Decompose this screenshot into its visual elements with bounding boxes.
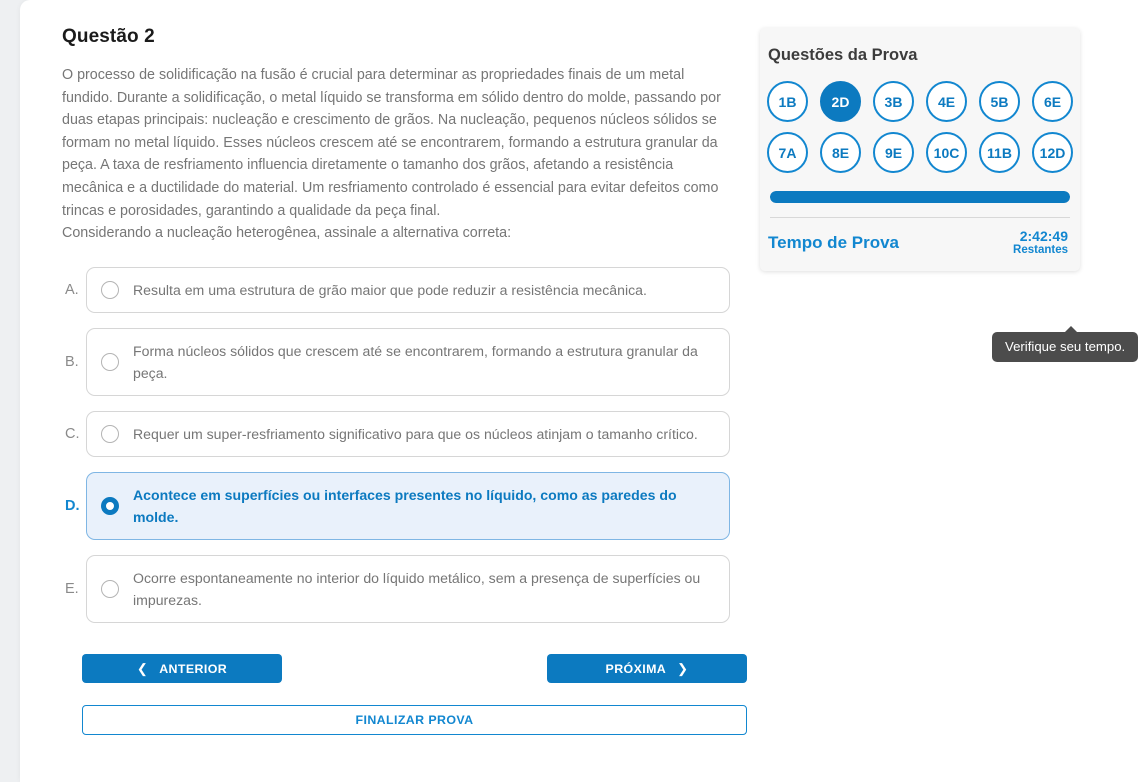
option-row-c[interactable] (62, 411, 730, 457)
question-bubble-12[interactable]: 12D (1032, 132, 1073, 173)
option-letter-e: E. (65, 580, 79, 597)
option-row-b[interactable] (62, 328, 730, 396)
navigation-row (82, 654, 747, 683)
question-bubble-8[interactable]: 8E (820, 132, 861, 173)
page-title: Questão 2 (62, 26, 155, 47)
option-box-b[interactable] (86, 328, 730, 396)
exam-time-row (760, 218, 1080, 263)
radio-icon-d-selected[interactable] (101, 497, 119, 515)
question-statement-p1: O processo de solidificação na fusão é crucial para determinar as propriedades finais de um metal fundido. Durante a solidificação, o metal líquido se transforma em sólido dentro do molde, passando por duas etapas principais: nucleação e crescimento de grãos. Na nucleação, pequenos núcleos sólidos se formam no metal líquido. Esses núcleos crescem até se encontrarem, formando a estrutura granular da peça. A taxa de resfriamento influencia diretamente o tamanho dos grãos, afetando a resistência mecânica e a ductilidade do material. Um resfriamento controlado é essencial para evitar defeitos como trincas e porosidades, garantindo a qualidade da peça final. (62, 67, 721, 219)
exam-progress-bar (770, 191, 1070, 203)
radio-icon-c[interactable] (101, 425, 119, 443)
radio-icon-a[interactable] (101, 281, 119, 299)
question-bubble-7[interactable]: 7A (767, 132, 808, 173)
option-box-c[interactable] (86, 411, 730, 457)
option-box-a[interactable] (86, 267, 730, 313)
question-bubble-3[interactable]: 3B (873, 81, 914, 122)
option-text-e: Ocorre espontaneamente no interior do líquido metálico, sem a presença de superfícies ou impurezas. (133, 569, 701, 608)
option-row-d[interactable] (62, 472, 730, 540)
option-text-b: Forma núcleos sólidos que crescem até se encontrarem, formando a estrutura granular da peça. (133, 342, 698, 381)
finish-exam-button[interactable]: FINALIZAR PROVA (82, 705, 747, 735)
exam-time-label: Tempo de Prova (768, 232, 899, 252)
option-box-e[interactable] (86, 555, 730, 623)
question-column (62, 26, 730, 638)
tooltip-arrow-icon (1064, 326, 1078, 333)
question-statement-p2: Considerando a nucleação heterogênea, assinale a alternativa correta: (62, 225, 512, 242)
exam-questions-panel (760, 28, 1080, 271)
radio-icon-e[interactable] (101, 580, 119, 598)
question-bubble-4[interactable]: 4E (926, 81, 967, 122)
question-statement (62, 64, 724, 245)
exam-card (20, 0, 1142, 782)
question-bubble-10[interactable]: 10C (926, 132, 967, 173)
previous-button[interactable] (82, 654, 282, 683)
question-bubbles-grid (760, 65, 1080, 173)
next-button-label: PRÓXIMA (605, 661, 667, 676)
time-tooltip (992, 332, 1138, 362)
option-letter-a: A. (65, 281, 79, 298)
exam-progress-fill (770, 191, 1070, 203)
question-bubble-1[interactable]: 1B (767, 81, 808, 122)
option-letter-d: D. (65, 497, 80, 514)
option-text-c: Requer um super-resfriamento significativo para que os núcleos atinjam o tamanho crítico. (133, 425, 698, 442)
option-text-d: Acontece em superfícies ou interfaces presentes no líquido, como as paredes do molde. (133, 486, 677, 525)
radio-icon-b[interactable] (101, 353, 119, 371)
options-list (62, 267, 730, 623)
option-box-d[interactable] (86, 472, 730, 540)
time-remaining-label: Restantes (1013, 244, 1068, 257)
chevron-right-icon: ❯ (677, 661, 689, 676)
option-row-a[interactable] (62, 267, 730, 313)
time-remaining-value: 2:42:49 (1019, 228, 1068, 244)
question-bubble-9[interactable]: 9E (873, 132, 914, 173)
question-bubble-2-current[interactable]: 2D (820, 81, 861, 122)
option-letter-c: C. (65, 425, 80, 442)
previous-button-label: ANTERIOR (159, 661, 228, 676)
option-row-e[interactable] (62, 555, 730, 623)
next-button[interactable] (547, 654, 747, 683)
option-text-a: Resulta em uma estrutura de grão maior que pode reduzir a resistência mecânica. (133, 281, 647, 298)
exam-panel-title: Questões da Prova (768, 46, 918, 64)
question-bubble-5[interactable]: 5B (979, 81, 1020, 122)
time-tooltip-text: Verifique seu tempo. (1005, 339, 1126, 354)
chevron-left-icon: ❮ (136, 661, 149, 676)
option-letter-b: B. (65, 353, 79, 370)
question-bubble-11[interactable]: 11B (979, 132, 1020, 173)
exam-time-values (1013, 228, 1068, 257)
question-bubble-6[interactable]: 6E (1032, 81, 1073, 122)
